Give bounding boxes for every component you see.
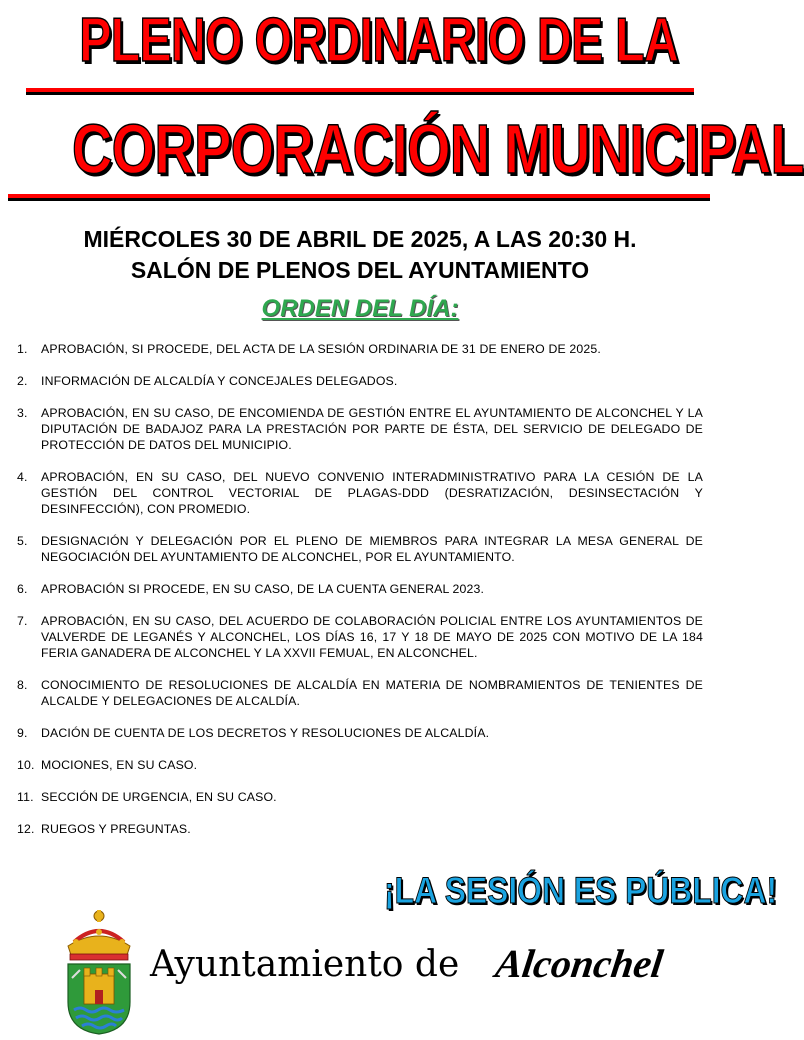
agenda-item-text: DACIÓN DE CUENTA DE LOS DECRETOS Y RESOLUCIONES DE ALCALDÍA. <box>41 726 490 740</box>
agenda-item <box>17 757 703 773</box>
agenda-item-text: SECCIÓN DE URGENCIA, EN SU CASO. <box>41 790 277 804</box>
title-line-1: PLENO ORDINARIO DE LA <box>79 6 679 75</box>
agenda-item-number: 4. <box>17 470 28 484</box>
agenda-item-text: APROBACIÓN, EN SU CASO, DEL NUEVO CONVENIO INTERADMINISTRATIVO PARA LA CESIÓN DE LA GESTIÓN DEL CONTROL VECTORIAL DE PLAGAS-DDD (DESRATIZACIÓN, DESINSECTACIÓN Y DESINFECCIÓN), CON PROMEDIO. <box>41 470 703 516</box>
agenda-item <box>17 581 703 597</box>
session-date: MIÉRCOLES 30 DE ABRIL DE 2025, A LAS 20:30 H. <box>83 226 637 252</box>
footer-label: Ayuntamiento de <box>150 944 460 985</box>
agenda-item <box>17 725 703 741</box>
title-line-2: CORPORACIÓN MUNICIPAL <box>72 110 804 188</box>
agenda-item <box>17 821 703 837</box>
agenda-item <box>17 533 703 565</box>
agenda-item-text: APROBACIÓN SI PROCEDE, EN SU CASO, DE LA CUENTA GENERAL 2023. <box>41 582 485 596</box>
agenda-heading: ORDEN DEL DÍA: <box>261 295 459 322</box>
agenda-item-number: 11. <box>17 790 34 804</box>
agenda-item-number: 10. <box>17 758 35 772</box>
municipal-crest-icon <box>62 906 136 1036</box>
agenda-item <box>17 405 703 453</box>
agenda-item-number: 2. <box>17 374 28 388</box>
public-session-notice: ¡LA SESIÓN ES PÚBLICA! <box>384 870 778 911</box>
agenda-item-text: RUEGOS Y PREGUNTAS. <box>41 822 191 836</box>
agenda-item-text: INFORMACIÓN DE ALCALDÍA Y CONCEJALES DELEGADOS. <box>41 374 398 388</box>
agenda-item <box>17 613 703 661</box>
title-divider-2 <box>8 194 710 201</box>
agenda-item-number: 9. <box>17 726 28 740</box>
agenda-item <box>17 373 703 389</box>
agenda-item-text: APROBACIÓN, SI PROCEDE, DEL ACTA DE LA SESIÓN ORDINARIA DE 31 DE ENERO DE 2025. <box>41 342 601 356</box>
session-place: SALÓN DE PLENOS DEL AYUNTAMIENTO <box>130 257 590 283</box>
agenda-item-text: CONOCIMIENTO DE RESOLUCIONES DE ALCALDÍA EN MATERIA DE NOMBRAMIENTOS DE TENIENTES DE ALCALDE Y DELEGACIONES DE ALCALDÍA. <box>41 678 703 708</box>
title-divider-1 <box>26 88 694 95</box>
agenda-list <box>17 341 703 853</box>
agenda-item-text: APROBACIÓN, EN SU CASO, DEL ACUERDO DE COLABORACIÓN POLICIAL ENTRE LOS AYUNTAMIENTOS DE VALVERDE DE LEGANÉS Y ALCONCHEL, LOS DÍAS 16, 17 Y 18 DE MAYO DE 2025 CON MOTIVO DE LA 184 FERIA GANADERA DE ALCONCHEL Y LA XXVII FEMUAL, EN ALCONCHEL. <box>41 614 703 660</box>
agenda-item-number: 1. <box>17 342 28 356</box>
agenda-item-text: APROBACIÓN, EN SU CASO, DE ENCOMIENDA DE GESTIÓN ENTRE EL AYUNTAMIENTO DE ALCONCHEL Y LA DIPUTACIÓN DE BADAJOZ PARA LA PRESTACIÓN POR PARTE DE ÉSTA, DEL SERVICIO DE DELEGADO DE PROTECCIÓN DE DATOS DEL MUNICIPIO. <box>41 406 703 452</box>
agenda-item <box>17 789 703 805</box>
agenda-item-number: 12. <box>17 822 35 836</box>
agenda-item <box>17 677 703 709</box>
agenda-item-text: MOCIONES, EN SU CASO. <box>41 758 198 772</box>
agenda-item-number: 8. <box>17 678 28 692</box>
agenda-item-number: 7. <box>17 614 28 628</box>
agenda-item-number: 6. <box>17 582 28 596</box>
footer-town-name: Alconchel <box>492 941 666 986</box>
agenda-item <box>17 469 703 517</box>
agenda-item-number: 3. <box>17 406 28 420</box>
agenda-item-number: 5. <box>17 534 28 548</box>
agenda-item <box>17 341 703 357</box>
agenda-item-text: DESIGNACIÓN Y DELEGACIÓN POR EL PLENO DE MIEMBROS PARA INTEGRAR LA MESA GENERAL DE NEGOCIACIÓN DEL AYUNTAMIENTO DE ALCONCHEL, POR EL AYUNTAMIENTO. <box>41 534 703 564</box>
